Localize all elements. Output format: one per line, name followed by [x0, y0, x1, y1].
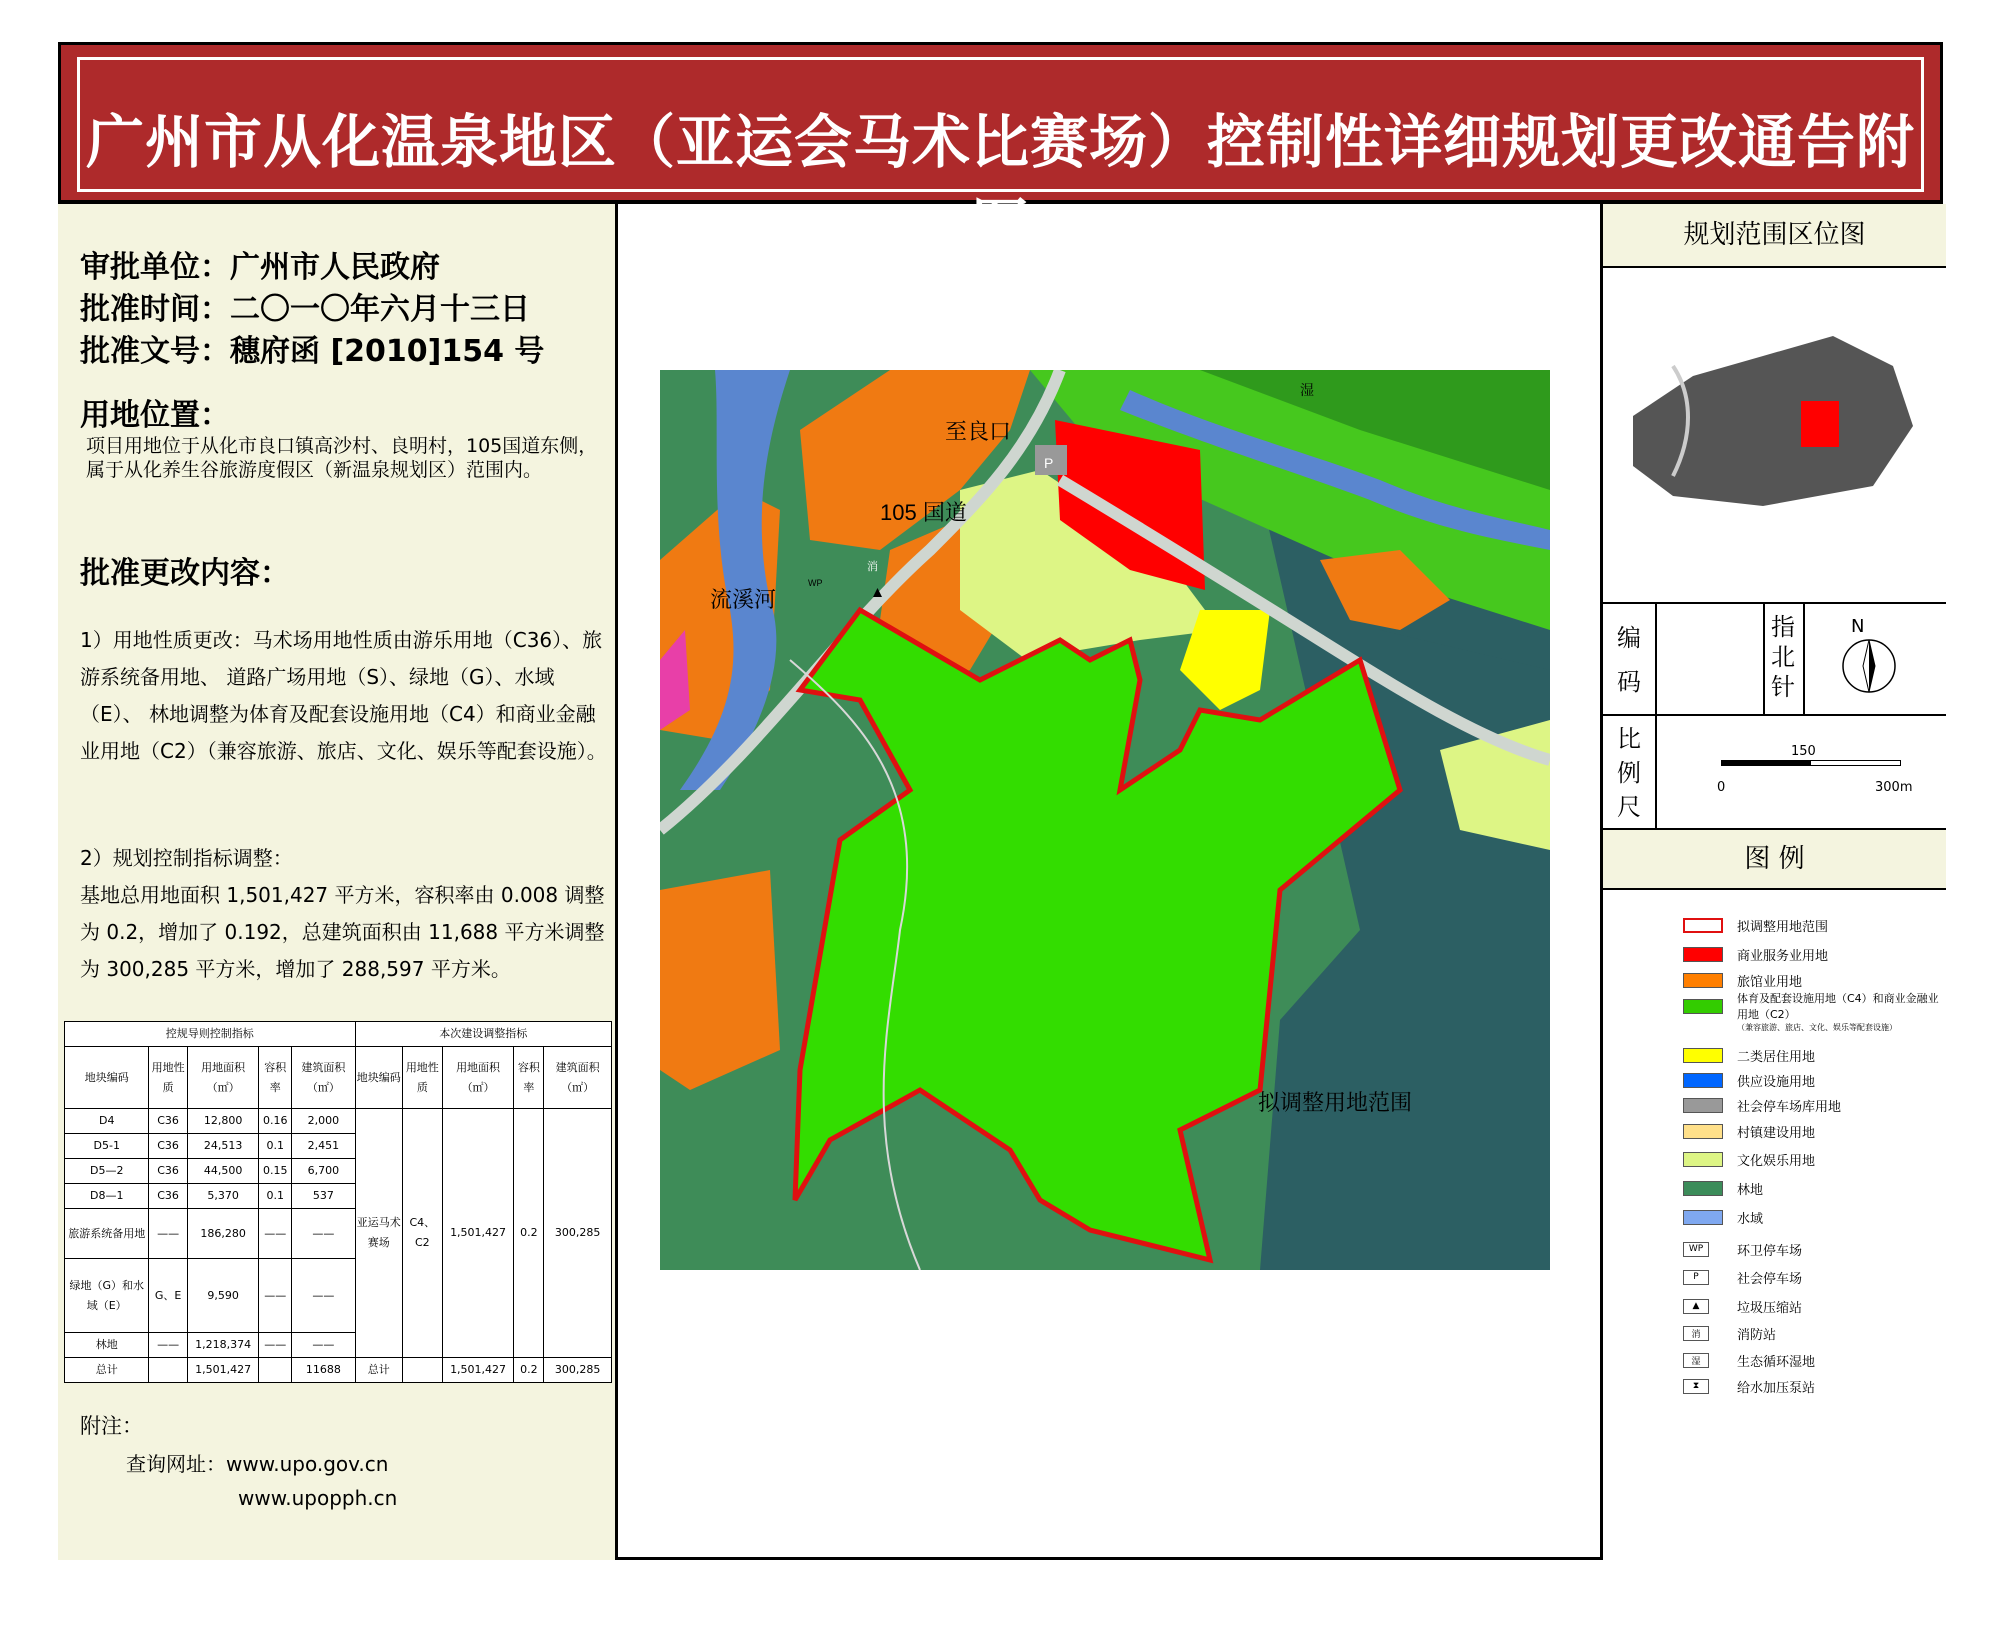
table-cell: 0.1	[259, 1134, 292, 1159]
table-cell: 5,370	[187, 1184, 259, 1209]
location-title: 规划范围区位图	[1603, 204, 1946, 268]
legend-label: 社会停车场库用地	[1737, 1099, 1842, 1115]
legend-label: 供应设施用地	[1737, 1074, 1816, 1090]
legend-title: 图 例	[1603, 830, 1946, 890]
table-cell: 亚运马术赛场	[355, 1109, 402, 1358]
notes-url[interactable]: 查询网址：www.upo.gov.cn	[126, 1452, 389, 1476]
map-label-zhiliangkou: 至良口	[945, 419, 1012, 444]
table-header: 容积率	[259, 1047, 292, 1109]
table-cell: 旅游系统备用地	[65, 1209, 149, 1259]
legend-item	[1683, 1324, 1776, 1342]
change-item-1: 1）用地性质更改：马术场用地性质由游乐用地（C36）、旅游系统备用地、 道路广场用地（S）、绿地（G）、水域（E）、 林地调整为体育及配套设施用地（C4）和商业金融业用地（C2）（兼容旅游、旅店、文化、娱乐等配套设施）。	[80, 628, 607, 763]
table-total-row	[65, 1358, 612, 1383]
legend-label: 垃圾压缩站	[1737, 1300, 1803, 1316]
legend-item	[1683, 1179, 1763, 1197]
change-item-2: 基地总用地面积 1,501,427 平方米，容积率由 0.008 调整为 0.2，增加了 0.192，总建筑面积由 11,688 平方米调整为 300,285 平方米，增加了 288,597 平方米。	[80, 883, 605, 981]
legend-label: 商业服务业用地	[1737, 948, 1829, 964]
legend-label: 村镇建设用地	[1737, 1125, 1816, 1141]
table-cell: 林地	[65, 1333, 149, 1358]
table-cell: 1,218,374	[187, 1333, 259, 1358]
compress-station-icon: ▲	[1683, 1299, 1709, 1314]
table-cell: 0.1	[259, 1184, 292, 1209]
legend-swatch	[1683, 1181, 1723, 1196]
scale-bar	[1721, 760, 1901, 766]
table-cell: 2,451	[292, 1134, 355, 1159]
legend-item	[1683, 1268, 1802, 1286]
table-cell: 总计	[355, 1358, 402, 1383]
map-hotel-sw	[660, 870, 780, 1090]
legend-swatch	[1683, 947, 1723, 962]
table-cell: C36	[149, 1109, 187, 1134]
legend-item	[1683, 1122, 1815, 1140]
table-cell: 12,800	[187, 1109, 259, 1134]
location-minimap	[1613, 296, 1933, 556]
wp-icon: WP	[1683, 1242, 1709, 1257]
table-header: 容积率	[514, 1047, 544, 1109]
table-cell: C36	[149, 1134, 187, 1159]
north-letter: N	[1851, 616, 1865, 637]
table-cell: 300,285	[544, 1358, 612, 1383]
map-label-liuxi: 流溪河	[710, 587, 777, 612]
legend-item	[1683, 1377, 1815, 1395]
legend-item	[1683, 1150, 1815, 1168]
minimap-region	[1633, 336, 1913, 506]
legend-sub-note: （兼容旅游、旅店、文化、娱乐等配套设施）	[1737, 1023, 1897, 1032]
table-cell: ——	[259, 1333, 292, 1358]
table-cell: C36	[149, 1159, 187, 1184]
table-cell: 1,501,427	[187, 1358, 259, 1383]
legend-label: 社会停车场	[1737, 1271, 1803, 1287]
legend-label: 消防站	[1737, 1327, 1777, 1343]
map-label-boundary: 拟调整用地范围	[1258, 1090, 1413, 1115]
info-panel	[58, 204, 618, 1560]
scale-zero: 0	[1717, 780, 1726, 795]
table-cell: 0.16	[259, 1109, 292, 1134]
notes-url-2[interactable]: www.upopph.cn	[238, 1486, 398, 1510]
location-heading: 用地位置：	[80, 398, 230, 433]
scale-label: 比例尺	[1617, 725, 1641, 821]
map-label-road105: 105 国道	[880, 500, 967, 525]
table-cell: 1,501,427	[442, 1109, 514, 1358]
table-cell: 总计	[65, 1358, 149, 1383]
table-cell: 11688	[292, 1358, 355, 1383]
table-header: 用地面积（㎡）	[442, 1047, 514, 1109]
table-cell: ——	[259, 1259, 292, 1333]
legend-item	[1683, 945, 1828, 963]
legend-swatch	[1683, 918, 1723, 933]
table-cell: ——	[292, 1259, 355, 1333]
side-panel	[1600, 204, 1943, 1560]
table-cell	[259, 1358, 292, 1383]
legend-label: 生态循环湿地	[1737, 1354, 1816, 1370]
table-cell: 2,000	[292, 1109, 355, 1134]
table-cell: 186,280	[187, 1209, 259, 1259]
table-header: 建筑面积（㎡）	[292, 1047, 355, 1109]
legend-label: 给水加压泵站	[1737, 1380, 1816, 1396]
legend-label: 二类居住用地	[1737, 1049, 1816, 1065]
table-cell: C4、C2	[402, 1109, 442, 1358]
scale-mid: 150	[1791, 744, 1816, 759]
table-header: 用地性质	[149, 1047, 187, 1109]
north-label: 指北针	[1771, 613, 1795, 701]
table-cell: D5-1	[65, 1134, 149, 1159]
legend-swatch	[1683, 999, 1723, 1014]
legend-swatch	[1683, 1073, 1723, 1088]
table-header: 建筑面积（㎡）	[544, 1047, 612, 1109]
legend-swatch	[1683, 1210, 1723, 1225]
table-cell: 9,590	[187, 1259, 259, 1333]
table-cell: C36	[149, 1184, 187, 1209]
table-cell: ——	[292, 1333, 355, 1358]
table-cell: 6,700	[292, 1159, 355, 1184]
table-header: 地块编码	[65, 1047, 149, 1109]
parking-icon: P	[1683, 1270, 1709, 1285]
table-cell: ——	[149, 1209, 187, 1259]
map-label-wp: WP	[808, 578, 823, 588]
wetland-icon: 湿	[1683, 1353, 1709, 1368]
notes-heading: 附注：	[80, 1414, 143, 1438]
legend-item	[1683, 1046, 1815, 1064]
legend-label: 林地	[1737, 1182, 1764, 1198]
table-cell: ——	[259, 1209, 292, 1259]
table-cell: 1,501,427	[442, 1358, 514, 1383]
table-cell: D8—1	[65, 1184, 149, 1209]
table-cell: D4	[65, 1109, 149, 1134]
legend-item	[1683, 971, 1802, 989]
approve-number: 批准文号：穗府函 [2010]154 号	[80, 334, 545, 369]
minimap-site	[1801, 401, 1839, 447]
page-title: 广州市从化温泉地区（亚运会马术比赛场）控制性详细规划更改通告附图	[85, 108, 1915, 260]
table-cell: 0.2	[514, 1358, 544, 1383]
table-cell: 537	[292, 1184, 355, 1209]
north-arrow-icon	[1839, 636, 1899, 696]
map-label-wetland: 湿	[1300, 382, 1314, 398]
scale-end: 300m	[1875, 780, 1913, 795]
table-cell: D5—2	[65, 1159, 149, 1184]
land-use-map	[660, 370, 1550, 1270]
table-cell: 300,285	[544, 1109, 612, 1358]
table-cell: 0.15	[259, 1159, 292, 1184]
legend-item	[1683, 992, 1947, 1021]
location-text: 项目用地位于从化市良口镇高沙村、良明村，105国道东侧，属于从化养生谷旅游度假区（新温泉规划区）范围内。	[86, 435, 598, 481]
approve-time: 批准时间：二〇一〇年六月十三日	[80, 292, 530, 327]
code-label: 编码	[1617, 624, 1641, 696]
change-heading: 批准更改内容：	[80, 556, 290, 591]
table-group-left: 控规导则控制指标	[65, 1022, 356, 1047]
table-cell: 44,500	[187, 1159, 259, 1184]
legend-item	[1683, 1297, 1802, 1315]
divider	[1655, 602, 1657, 828]
divider	[1803, 602, 1805, 714]
legend-item	[1683, 916, 1828, 934]
table-header: 地块编码	[355, 1047, 402, 1109]
legend-swatch	[1683, 1048, 1723, 1063]
table-row	[65, 1109, 612, 1134]
table-header: 用地性质	[402, 1047, 442, 1109]
map-label-parking: P	[1044, 455, 1054, 471]
legend-item	[1683, 1351, 1815, 1369]
legend-label: 体育及配套设施用地（C4）和商业金融业用地（C2）	[1737, 992, 1939, 1021]
approve-unit: 审批单位：广州市人民政府	[80, 250, 440, 285]
legend-item	[1683, 1240, 1802, 1258]
table-cell: 24,513	[187, 1134, 259, 1159]
legend-item	[1683, 1071, 1815, 1089]
legend-swatch	[1683, 973, 1723, 988]
pump-station-icon: ⧗	[1683, 1379, 1709, 1394]
change-item-2-heading: 2）规划控制指标调整：	[80, 846, 293, 870]
table-cell: G、E	[149, 1259, 187, 1333]
divider	[1763, 602, 1765, 714]
table-header: 用地面积（㎡）	[187, 1047, 259, 1109]
legend-item	[1683, 1096, 1841, 1114]
divider	[1603, 888, 1946, 890]
table-cell: ——	[292, 1209, 355, 1259]
table-group-right: 本次建设调整指标	[355, 1022, 611, 1047]
table-cell: 绿地（G）和水域（E）	[65, 1259, 149, 1333]
legend-label: 文化娱乐用地	[1737, 1153, 1816, 1169]
legend-label: 拟调整用地范围	[1737, 919, 1829, 935]
table-cell: ——	[149, 1333, 187, 1358]
map-label-fire: 消	[867, 561, 878, 573]
indicator-table	[64, 1021, 612, 1383]
fire-station-icon: 消	[1683, 1326, 1709, 1341]
table-cell	[149, 1358, 187, 1383]
legend-label: 旅馆业用地	[1737, 974, 1803, 990]
table-cell: 0.2	[514, 1109, 544, 1358]
legend-item	[1683, 1208, 1763, 1226]
legend-swatch	[1683, 1098, 1723, 1113]
legend-swatch	[1683, 1152, 1723, 1167]
legend-label: 水域	[1737, 1211, 1764, 1227]
legend-label: 环卫停车场	[1737, 1243, 1803, 1259]
legend-swatch	[1683, 1124, 1723, 1139]
table-cell	[402, 1358, 442, 1383]
